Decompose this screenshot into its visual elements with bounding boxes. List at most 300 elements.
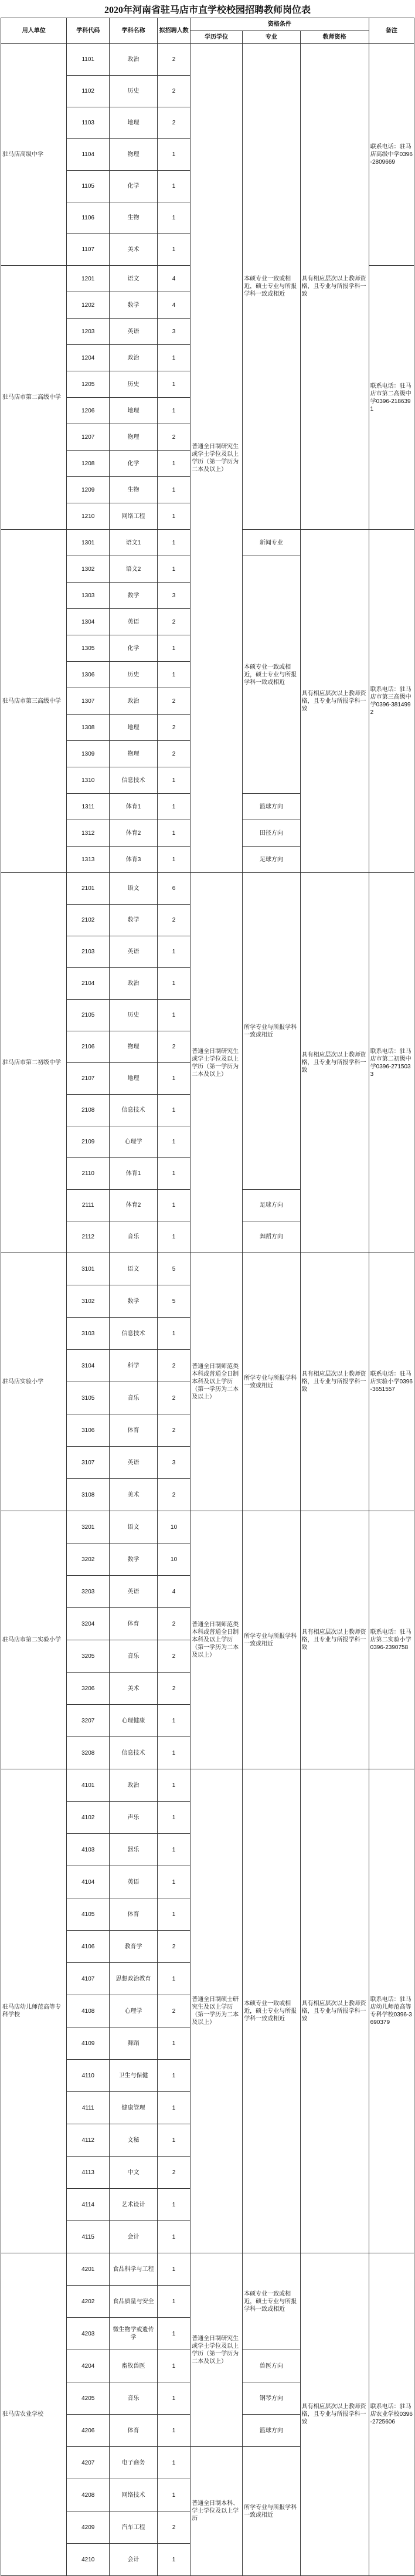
count-cell: 1 <box>157 1000 190 1031</box>
name-cell: 体育 <box>110 1414 158 1447</box>
name-cell: 政治 <box>110 968 158 1000</box>
count-cell: 1 <box>157 1769 190 1802</box>
code-cell: 4210 <box>67 2544 110 2576</box>
count-cell: 2 <box>157 2157 190 2189</box>
count-cell: 1 <box>157 2189 190 2221</box>
count-cell: 1 <box>157 2350 190 2382</box>
count-cell: 2 <box>157 1673 190 1705</box>
header-qualification: 教师资格 <box>300 31 369 44</box>
note-cell: 联系电话：驻马店市第二初级中学0396-2715033 <box>369 873 414 1253</box>
name-cell: 中文 <box>110 2157 158 2189</box>
code-cell: 4202 <box>67 2286 110 2318</box>
code-cell: 2102 <box>67 905 110 936</box>
count-cell: 1 <box>157 1190 190 1221</box>
count-cell: 2 <box>157 905 190 936</box>
name-cell: 体育1 <box>110 794 158 820</box>
code-cell: 1304 <box>67 609 110 635</box>
count-cell: 1 <box>157 1898 190 1931</box>
name-cell: 信息技术 <box>110 767 158 794</box>
count-cell: 1 <box>157 1063 190 1095</box>
code-cell: 2112 <box>67 1221 110 1253</box>
code-cell: 3207 <box>67 1705 110 1737</box>
code-cell: 2106 <box>67 1031 110 1063</box>
code-cell: 4113 <box>67 2157 110 2189</box>
header-code: 学科代码 <box>67 18 110 44</box>
code-cell: 4204 <box>67 2350 110 2382</box>
count-cell: 2 <box>157 1382 190 1414</box>
name-cell: 语文1 <box>110 530 158 556</box>
count-cell: 1 <box>157 2124 190 2157</box>
code-cell: 3205 <box>67 1640 110 1673</box>
code-cell: 1103 <box>67 107 110 139</box>
name-cell: 生物 <box>110 202 158 234</box>
code-cell: 1202 <box>67 292 110 319</box>
count-cell: 3 <box>157 583 190 609</box>
code-cell: 4207 <box>67 2447 110 2479</box>
code-cell: 4101 <box>67 1769 110 1802</box>
count-cell: 1 <box>157 371 190 398</box>
education-cell: 普通全日制研究生或学士学位及以上学历（第一学历为二本及以上） <box>191 2253 243 2447</box>
count-cell: 5 <box>157 1285 190 1318</box>
major-cell: 所学专业与所报学科一致或相近 <box>243 2447 300 2576</box>
code-cell: 1205 <box>67 371 110 398</box>
code-cell: 4111 <box>67 2092 110 2124</box>
name-cell: 器乐 <box>110 1834 158 1866</box>
note-cell: 联系电话：驻马店幼儿师范高等专科学校0396-3690379 <box>369 1769 414 2253</box>
code-cell: 1104 <box>67 139 110 171</box>
code-cell: 3204 <box>67 1608 110 1640</box>
header-education: 学历学位 <box>191 31 243 44</box>
code-cell: 3102 <box>67 1285 110 1318</box>
count-cell: 1 <box>157 234 190 266</box>
unit-cell: 驻马店市第二初级中学 <box>1 873 67 1253</box>
count-cell: 4 <box>157 266 190 292</box>
major-cell: 田径方向 <box>243 820 300 847</box>
code-cell: 4115 <box>67 2221 110 2253</box>
count-cell: 2 <box>157 76 190 107</box>
name-cell: 英语 <box>110 1576 158 1608</box>
header-note: 备注 <box>369 18 414 44</box>
name-cell: 语文2 <box>110 556 158 583</box>
name-cell: 数学 <box>110 1285 158 1318</box>
code-cell: 1303 <box>67 583 110 609</box>
count-cell: 1 <box>157 635 190 662</box>
name-cell: 体育 <box>110 1898 158 1931</box>
count-cell: 2 <box>157 741 190 767</box>
name-cell: 语文 <box>110 266 158 292</box>
name-cell: 体育3 <box>110 847 158 873</box>
name-cell: 化学 <box>110 451 158 477</box>
qualification-cell: 具有相应层次以上教师资格，且专业与所报学科一致 <box>300 530 369 873</box>
count-cell: 10 <box>157 1543 190 1576</box>
count-cell: 1 <box>157 1866 190 1898</box>
major-cell: 本硕专业一致或相近，硕士专业与所报学科一致或相近 <box>243 1769 300 2253</box>
code-cell: 3106 <box>67 1414 110 1447</box>
table-row <box>1 2253 414 2286</box>
table-row <box>1 873 414 905</box>
code-cell: 1203 <box>67 319 110 345</box>
name-cell: 舞蹈 <box>110 2027 158 2060</box>
name-cell: 历史 <box>110 371 158 398</box>
count-cell: 2 <box>157 1414 190 1447</box>
count-cell: 1 <box>157 2382 190 2415</box>
name-cell: 体育2 <box>110 1190 158 1221</box>
positions-table-body <box>1 44 414 2576</box>
count-cell: 1 <box>157 1126 190 1158</box>
header-unit: 用人单位 <box>1 18 67 44</box>
name-cell: 语文 <box>110 1253 158 1285</box>
count-cell: 2 <box>157 1031 190 1063</box>
name-cell: 数学 <box>110 905 158 936</box>
count-cell: 1 <box>157 2060 190 2092</box>
code-cell: 1306 <box>67 662 110 688</box>
count-cell: 6 <box>157 873 190 905</box>
name-cell: 汽车工程 <box>110 2511 158 2544</box>
name-cell: 语文 <box>110 873 158 905</box>
name-cell: 文秘 <box>110 2124 158 2157</box>
code-cell: 4102 <box>67 1802 110 1834</box>
major-cell: 本硕专业一致或相近，硕士专业与所报学科一致或相近 <box>243 2253 300 2350</box>
code-cell: 1107 <box>67 234 110 266</box>
code-cell: 4109 <box>67 2027 110 2060</box>
count-cell: 2 <box>157 2511 190 2544</box>
code-cell: 1105 <box>67 171 110 202</box>
name-cell: 英语 <box>110 1866 158 1898</box>
name-cell: 信息技术 <box>110 1737 158 1769</box>
major-cell: 新闻专业 <box>243 530 300 556</box>
count-cell: 1 <box>157 1158 190 1190</box>
name-cell: 地理 <box>110 107 158 139</box>
count-cell: 2 <box>157 44 190 76</box>
count-cell: 1 <box>157 968 190 1000</box>
count-cell: 1 <box>157 1705 190 1737</box>
code-cell: 3201 <box>67 1511 110 1543</box>
name-cell: 体育2 <box>110 820 158 847</box>
count-cell: 10 <box>157 1511 190 1543</box>
name-cell: 心理学 <box>110 1126 158 1158</box>
education-cell: 普通全日制研究生或学士学位及以上学历（第一学历为二本及以上） <box>191 44 243 873</box>
count-cell: 1 <box>157 1095 190 1126</box>
name-cell: 心理健康 <box>110 1705 158 1737</box>
name-cell: 地理 <box>110 715 158 741</box>
name-cell: 语文 <box>110 1511 158 1543</box>
count-cell: 1 <box>157 2415 190 2447</box>
name-cell: 数学 <box>110 583 158 609</box>
count-cell: 2 <box>157 107 190 139</box>
name-cell: 地理 <box>110 398 158 424</box>
name-cell: 历史 <box>110 76 158 107</box>
code-cell: 1206 <box>67 398 110 424</box>
count-cell: 1 <box>157 1963 190 1995</box>
table-row <box>1 1511 414 1543</box>
code-cell: 4112 <box>67 2124 110 2157</box>
note-cell: 联系电话：驻马店农业学校0396-2725606 <box>369 2253 414 2576</box>
code-cell: 2103 <box>67 936 110 968</box>
name-cell: 会计 <box>110 2221 158 2253</box>
qualification-cell: 具有相应层次以上教师资格，且专业与所报学科一致 <box>300 1511 369 1769</box>
qualification-cell: 具有相应层次以上教师资格，且专业与所报学科一致 <box>300 44 369 530</box>
qualification-cell: 具有相应层次以上教师资格，且专业与所报学科一致 <box>300 2253 369 2576</box>
count-cell: 1 <box>157 2286 190 2318</box>
header-major: 专业 <box>243 31 300 44</box>
code-cell: 1313 <box>67 847 110 873</box>
count-cell: 1 <box>157 820 190 847</box>
code-cell: 1302 <box>67 556 110 583</box>
code-cell: 3206 <box>67 1673 110 1705</box>
name-cell: 信息技术 <box>110 1318 158 1350</box>
code-cell: 3203 <box>67 1576 110 1608</box>
count-cell: 1 <box>157 202 190 234</box>
code-cell: 1210 <box>67 503 110 530</box>
page-title: 2020年河南省驻马店市直学校校园招聘教师岗位表 <box>104 5 311 15</box>
name-cell: 音乐 <box>110 1221 158 1253</box>
code-cell: 1308 <box>67 715 110 741</box>
unit-cell: 驻马店实验小学 <box>1 1253 67 1511</box>
name-cell: 英语 <box>110 319 158 345</box>
major-cell: 钢琴方向 <box>243 2382 300 2415</box>
code-cell: 1204 <box>67 345 110 371</box>
code-cell: 3103 <box>67 1318 110 1350</box>
code-cell: 1207 <box>67 424 110 451</box>
count-cell: 1 <box>157 1834 190 1866</box>
code-cell: 3202 <box>67 1543 110 1576</box>
header-count: 拟招聘人数 <box>157 18 190 44</box>
count-cell: 1 <box>157 936 190 968</box>
note-cell: 联系电话：驻马店第二实验小学0396-2390758 <box>369 1511 414 1769</box>
count-cell: 1 <box>157 1221 190 1253</box>
major-cell: 所学专业与所报学科一致或相近 <box>243 1511 300 1769</box>
name-cell: 思想政治教育 <box>110 1963 158 1995</box>
count-cell: 1 <box>157 1802 190 1834</box>
count-cell: 1 <box>157 1737 190 1769</box>
count-cell: 2 <box>157 1479 190 1511</box>
education-cell: 普通全日制师范类本科或普通全日制本科及以上学历（第一学历为二本及以上） <box>191 1511 243 1769</box>
count-cell: 2 <box>157 1608 190 1640</box>
count-cell: 4 <box>157 292 190 319</box>
count-cell: 2 <box>157 1995 190 2027</box>
major-cell: 舞蹈方向 <box>243 1221 300 1253</box>
name-cell: 会计 <box>110 2544 158 2576</box>
count-cell: 2 <box>157 688 190 715</box>
code-cell: 4203 <box>67 2318 110 2350</box>
major-cell: 篮球方向 <box>243 2415 300 2447</box>
count-cell: 5 <box>157 1253 190 1285</box>
name-cell: 电子商务 <box>110 2447 158 2479</box>
unit-cell: 驻马店市第三高级中学 <box>1 530 67 873</box>
name-cell: 健康管理 <box>110 2092 158 2124</box>
count-cell: 1 <box>157 556 190 583</box>
count-cell: 1 <box>157 139 190 171</box>
code-cell: 1201 <box>67 266 110 292</box>
count-cell: 1 <box>157 477 190 503</box>
code-cell: 4114 <box>67 2189 110 2221</box>
code-cell: 4105 <box>67 1898 110 1931</box>
name-cell: 物理 <box>110 424 158 451</box>
name-cell: 艺术设计 <box>110 2189 158 2221</box>
count-cell: 1 <box>157 767 190 794</box>
count-cell: 1 <box>157 2027 190 2060</box>
name-cell: 英语 <box>110 609 158 635</box>
code-cell: 1311 <box>67 794 110 820</box>
name-cell: 化学 <box>110 635 158 662</box>
unit-cell: 驻马店市第二高级中学 <box>1 266 67 530</box>
name-cell: 物理 <box>110 1031 158 1063</box>
code-cell: 1305 <box>67 635 110 662</box>
note-cell: 联系电话：驻马店市第三高级中学0396-3814992 <box>369 530 414 873</box>
name-cell: 历史 <box>110 662 158 688</box>
count-cell: 1 <box>157 503 190 530</box>
unit-cell: 驻马店市第二实验小学 <box>1 1511 67 1769</box>
code-cell: 4209 <box>67 2511 110 2544</box>
note-cell: 联系电话：驻马店实验小学0396-3651557 <box>369 1253 414 1511</box>
table-row <box>1 44 414 76</box>
name-cell: 历史 <box>110 1000 158 1031</box>
major-cell: 足球方向 <box>243 1190 300 1221</box>
name-cell: 心理学 <box>110 1995 158 2027</box>
name-cell: 英语 <box>110 1447 158 1479</box>
count-cell: 1 <box>157 171 190 202</box>
count-cell: 2 <box>157 1931 190 1963</box>
name-cell: 化学 <box>110 171 158 202</box>
name-cell: 食品质量与安全 <box>110 2286 158 2318</box>
header-name: 学科名称 <box>110 18 158 44</box>
name-cell: 美术 <box>110 1479 158 1511</box>
education-cell: 普通全日制硕士研究生及以上学历（第一学历为二本及以上） <box>191 1769 243 2253</box>
count-cell: 1 <box>157 2447 190 2479</box>
name-cell: 政治 <box>110 345 158 371</box>
code-cell: 2108 <box>67 1095 110 1126</box>
major-cell: 篮球方向 <box>243 794 300 820</box>
count-cell: 1 <box>157 1318 190 1350</box>
major-cell: 足球方向 <box>243 847 300 873</box>
name-cell: 网络技术 <box>110 2479 158 2511</box>
count-cell: 1 <box>157 2221 190 2253</box>
code-cell: 2107 <box>67 1063 110 1095</box>
count-cell: 3 <box>157 319 190 345</box>
name-cell: 政治 <box>110 1769 158 1802</box>
count-cell: 1 <box>157 2253 190 2286</box>
code-cell: 2111 <box>67 1190 110 1221</box>
count-cell: 1 <box>157 2544 190 2576</box>
qualification-cell: 具有相应层次以上教师资格，且专业与所报学科一致 <box>300 1253 369 1511</box>
count-cell: 4 <box>157 1576 190 1608</box>
code-cell: 3104 <box>67 1350 110 1382</box>
count-cell: 2 <box>157 1350 190 1382</box>
name-cell: 教育学 <box>110 1931 158 1963</box>
count-cell: 2 <box>157 1640 190 1673</box>
code-cell: 1310 <box>67 767 110 794</box>
table-row <box>1 1253 414 1285</box>
count-cell: 1 <box>157 451 190 477</box>
code-cell: 1307 <box>67 688 110 715</box>
name-cell: 数学 <box>110 292 158 319</box>
name-cell: 生物 <box>110 477 158 503</box>
count-cell: 1 <box>157 794 190 820</box>
code-cell: 1208 <box>67 451 110 477</box>
count-cell: 2 <box>157 424 190 451</box>
name-cell: 科学 <box>110 1350 158 1382</box>
count-cell: 1 <box>157 2318 190 2350</box>
code-cell: 3101 <box>67 1253 110 1285</box>
name-cell: 网络工程 <box>110 503 158 530</box>
count-cell: 1 <box>157 398 190 424</box>
note-cell: 联系电话：驻马店市第二高级中学0396-2186391 <box>369 266 414 530</box>
code-cell: 3208 <box>67 1737 110 1769</box>
code-cell: 2104 <box>67 968 110 1000</box>
name-cell: 物理 <box>110 139 158 171</box>
count-cell: 1 <box>157 345 190 371</box>
code-cell: 4206 <box>67 2415 110 2447</box>
code-cell: 4110 <box>67 2060 110 2092</box>
name-cell: 地理 <box>110 1063 158 1095</box>
name-cell: 物理 <box>110 741 158 767</box>
name-cell: 美术 <box>110 234 158 266</box>
education-cell: 普通全日制师范类本科或普通全日制本科及以上学历（第一学历为二本及以上） <box>191 1253 243 1511</box>
name-cell: 体育 <box>110 2415 158 2447</box>
major-cell: 兽医方向 <box>243 2350 300 2382</box>
name-cell: 卫生与保健 <box>110 2060 158 2092</box>
unit-cell: 驻马店农业学校 <box>1 2253 67 2576</box>
code-cell: 1209 <box>67 477 110 503</box>
count-cell: 3 <box>157 1447 190 1479</box>
major-cell: 所学专业与所报学科一致或相近 <box>243 1253 300 1511</box>
code-cell: 3107 <box>67 1447 110 1479</box>
name-cell: 畜牧兽医 <box>110 2350 158 2382</box>
education-cell: 普通全日制研究生或学士学位及以上学历（第一学历为二本及以上） <box>191 873 243 1253</box>
code-cell: 1312 <box>67 820 110 847</box>
name-cell: 英语 <box>110 936 158 968</box>
code-cell: 2110 <box>67 1158 110 1190</box>
count-cell: 1 <box>157 847 190 873</box>
name-cell: 声乐 <box>110 1802 158 1834</box>
code-cell: 1106 <box>67 202 110 234</box>
qualification-cell: 具有相应层次以上教师资格，且专业与所报学科一致 <box>300 873 369 1253</box>
code-cell: 1101 <box>67 44 110 76</box>
major-cell: 本硕专业一致或相近，硕士专业与所报学科一致或相近 <box>243 556 300 794</box>
code-cell: 3108 <box>67 1479 110 1511</box>
code-cell: 3105 <box>67 1382 110 1414</box>
positions-table <box>1 18 414 2576</box>
name-cell: 体育 <box>110 1608 158 1640</box>
code-cell: 4106 <box>67 1931 110 1963</box>
major-cell: 本硕专业一致或相近，硕士专业与所报学科一致或相近 <box>243 44 300 530</box>
name-cell: 美术 <box>110 1673 158 1705</box>
name-cell: 政治 <box>110 44 158 76</box>
count-cell: 1 <box>157 662 190 688</box>
name-cell: 政治 <box>110 688 158 715</box>
code-cell: 1301 <box>67 530 110 556</box>
name-cell: 微生物学或遗传学 <box>110 2318 158 2350</box>
count-cell: 1 <box>157 2479 190 2511</box>
name-cell: 音乐 <box>110 1382 158 1414</box>
name-cell: 体育1 <box>110 1158 158 1190</box>
name-cell: 音乐 <box>110 2382 158 2415</box>
unit-cell: 驻马店幼儿师范高等专科学校 <box>1 1769 67 2253</box>
table-row <box>1 1769 414 1802</box>
unit-cell: 驻马店高级中学 <box>1 44 67 266</box>
code-cell: 4201 <box>67 2253 110 2286</box>
code-cell: 4108 <box>67 1995 110 2027</box>
code-cell: 4107 <box>67 1963 110 1995</box>
code-cell: 1309 <box>67 741 110 767</box>
name-cell: 信息技术 <box>110 1095 158 1126</box>
name-cell: 音乐 <box>110 1640 158 1673</box>
code-cell: 4104 <box>67 1866 110 1898</box>
count-cell: 2 <box>157 609 190 635</box>
qualification-cell: 具有相应层次以上教师资格，且专业与所报学科一致 <box>300 1769 369 2253</box>
code-cell: 1102 <box>67 76 110 107</box>
count-cell: 1 <box>157 530 190 556</box>
